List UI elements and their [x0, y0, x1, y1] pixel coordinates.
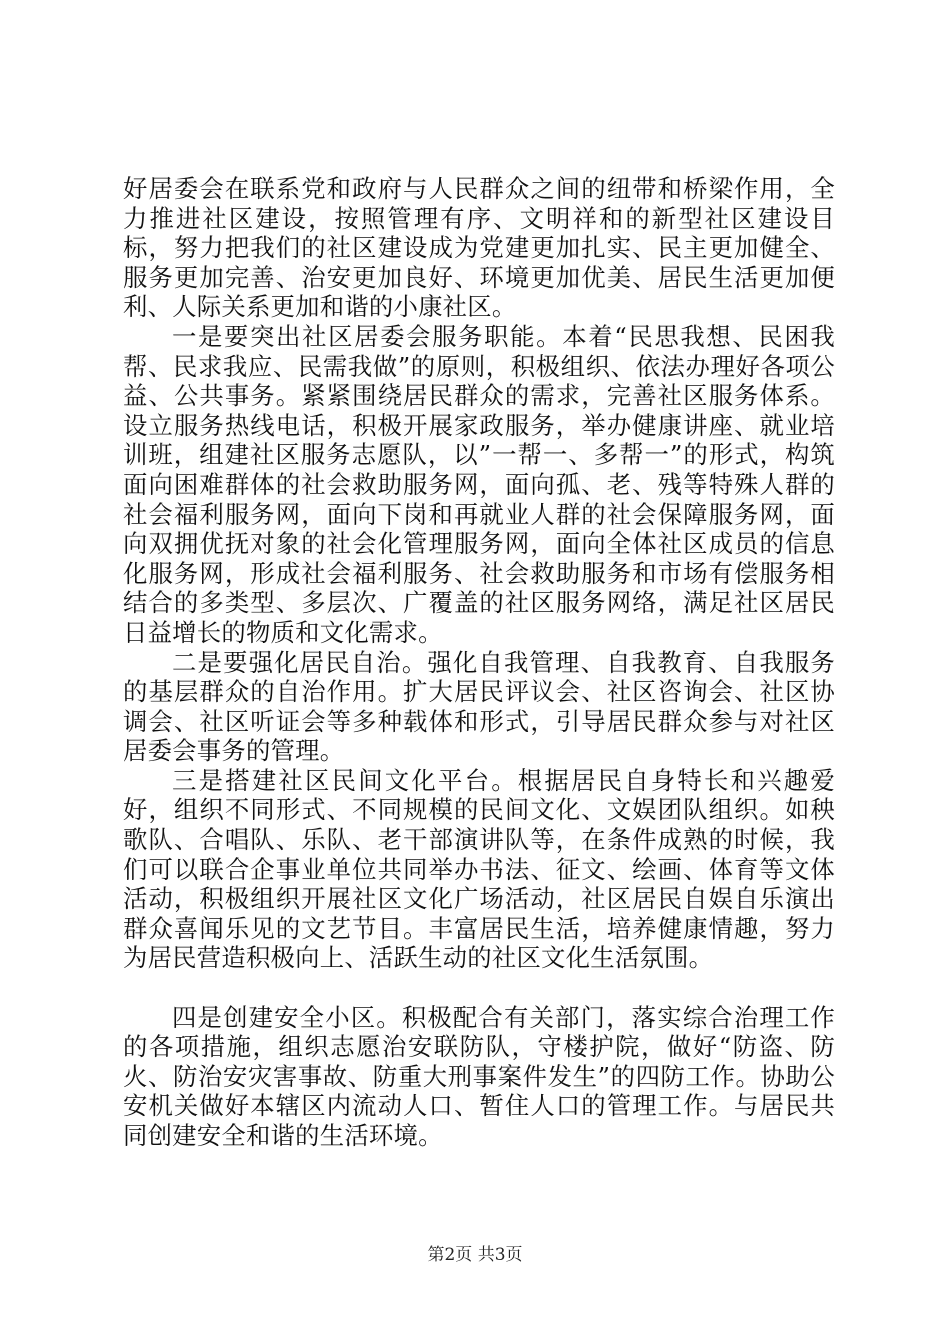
paragraph-safe-community: 四是创建安全小区。积极配合有关部门，落实综合治理工作的各项措施，组织志愿治安联防队，守楼护院，做好“防盗、防火、防治安灾害事故、防重大刑事案件发生”的四防工作。协助公安机关做好本辖区内流动人口、暂住人口的管理工作。与居民共同创建安全和谐的生活环境。 [123, 1002, 835, 1150]
page-number-footer: 第2页 共3页 [427, 1245, 523, 1265]
paragraph-service-functions: 一是要突出社区居委会服务职能。本着“民思我想、民困我帮、民求我应、民需我做”的原则，积极组织、依法办理好各项公益、公共事务。紧紧围绕居民群众的需求，完善社区服务体系。设立服务热线电话，积极开展家政服务，举办健康讲座、就业培训班，组建社区服务志愿队，以”一帮一、多帮一”的形式，构筑面向困难群体的社会救助服务网，面向孤、老、残等特殊人群的社会福利服务网，面向下岗和再就业人群的社会保障服务网，面向双拥优抚对象的社会化管理服务网，面向全体社区成员的信息化服务网，形成社会福利服务、社会救助服务和市场有偿服务相结合的多类型、多层次、广覆盖的社区服务网络，满足社区居民日益增长的物质和文化需求。 [123, 321, 835, 647]
paragraph-resident-autonomy: 二是要强化居民自治。强化自我管理、自我教育、自我服务的基层群众的自治作用。扩大居民评议会、社区咨询会、社区协调会、社区听证会等多种载体和形式，引导居民群众参与对社区居委会事务的管理。 [123, 647, 835, 766]
paragraph-continuation: 好居委会在联系党和政府与人民群众之间的纽带和桥梁作用，全力推进社区建设，按照管理有序、文明祥和的新型社区建设目标，努力把我们的社区建设成为党建更加扎实、民主更加健全、服务更加完善、治安更加良好、环境更加优美、居民生活更加便利、人际关系更加和谐的小康社区。 [123, 174, 835, 322]
paragraph-culture-platform: 三是搭建社区民间文化平台。根据居民自身特长和兴趣爱好，组织不同形式、不同规模的民间文化、文娱团队组织。如秧歌队、合唱队、乐队、老干部演讲队等，在条件成熟的时候，我们可以联合企事业单位共同举办书法、征文、绘画、体育等文体活动，积极组织开展社区文化广场活动，社区居民自娱自乐演出群众喜闻乐见的文艺节目。丰富居民生活，培养健康情趣，努力为居民营造积极向上、活跃生动的社区文化生活氛围。 [123, 765, 835, 973]
document-body [123, 174, 835, 1151]
